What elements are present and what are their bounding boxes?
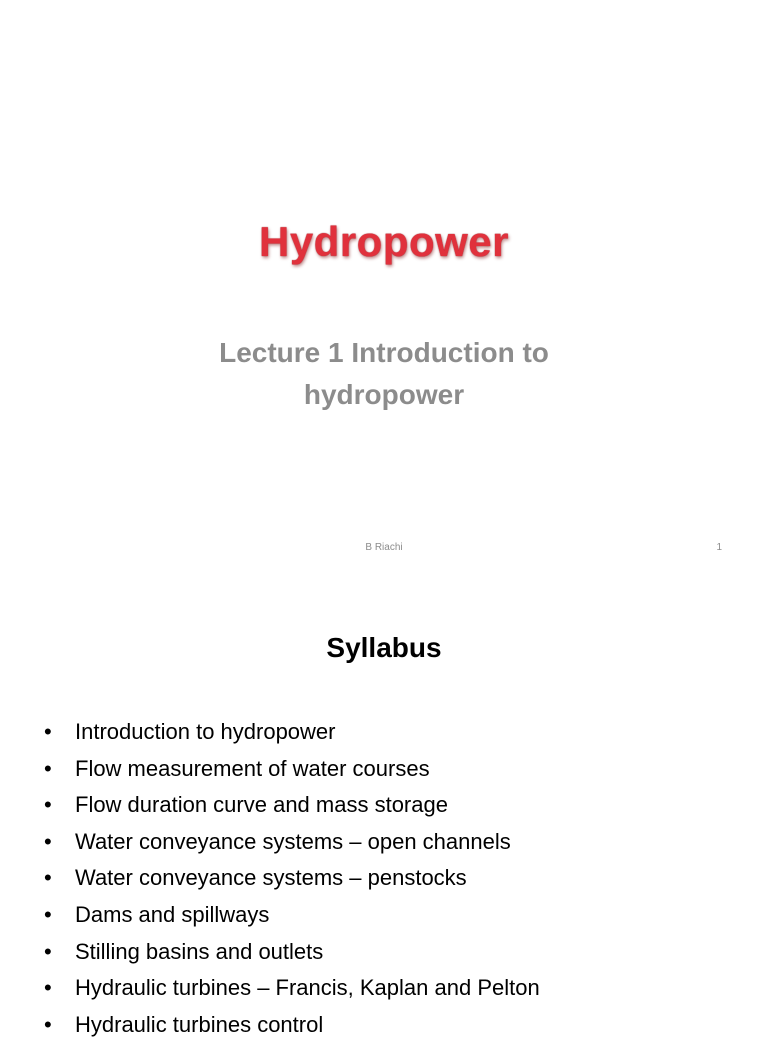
list-item: • Dams and spillways — [44, 897, 540, 934]
syllabus-slide — [0, 576, 768, 1037]
bullet-icon: • — [44, 828, 52, 854]
syllabus-list — [44, 714, 540, 1043]
list-item: • Hydraulic turbines – Francis, Kaplan and Pelton — [44, 970, 540, 1007]
page-number: 1 — [716, 542, 722, 553]
bullet-icon: • — [44, 719, 52, 744]
bullet-icon: • — [44, 901, 52, 927]
list-item: • Introduction to hydropower — [44, 714, 540, 751]
list-item: • Hydraulic turbines control — [44, 1007, 540, 1043]
subtitle-line-1: Lecture 1 Introduction to — [219, 337, 549, 368]
lecture-subtitle — [0, 332, 768, 416]
list-item: • Stilling basins and outlets — [44, 934, 540, 971]
bullet-icon: • — [44, 1011, 52, 1037]
bullet-icon: • — [44, 975, 52, 1001]
footer-author: B Riachi — [365, 542, 403, 553]
list-item: • Flow duration curve and mass storage — [44, 787, 540, 824]
syllabus-title: Syllabus — [326, 632, 442, 663]
list-item: • Water conveyance systems – open channels — [44, 824, 540, 861]
bullet-icon: • — [44, 792, 52, 818]
list-item: • Flow measurement of water courses — [44, 751, 540, 788]
list-item: • Water conveyance systems – penstocks — [44, 860, 540, 897]
subtitle-line-2: hydropower — [303, 379, 465, 410]
bullet-icon: • — [44, 865, 52, 891]
bullet-icon: • — [44, 755, 52, 781]
bullet-icon: • — [44, 938, 52, 964]
slide-title-hydropower: Hydropower — [258, 218, 510, 265]
